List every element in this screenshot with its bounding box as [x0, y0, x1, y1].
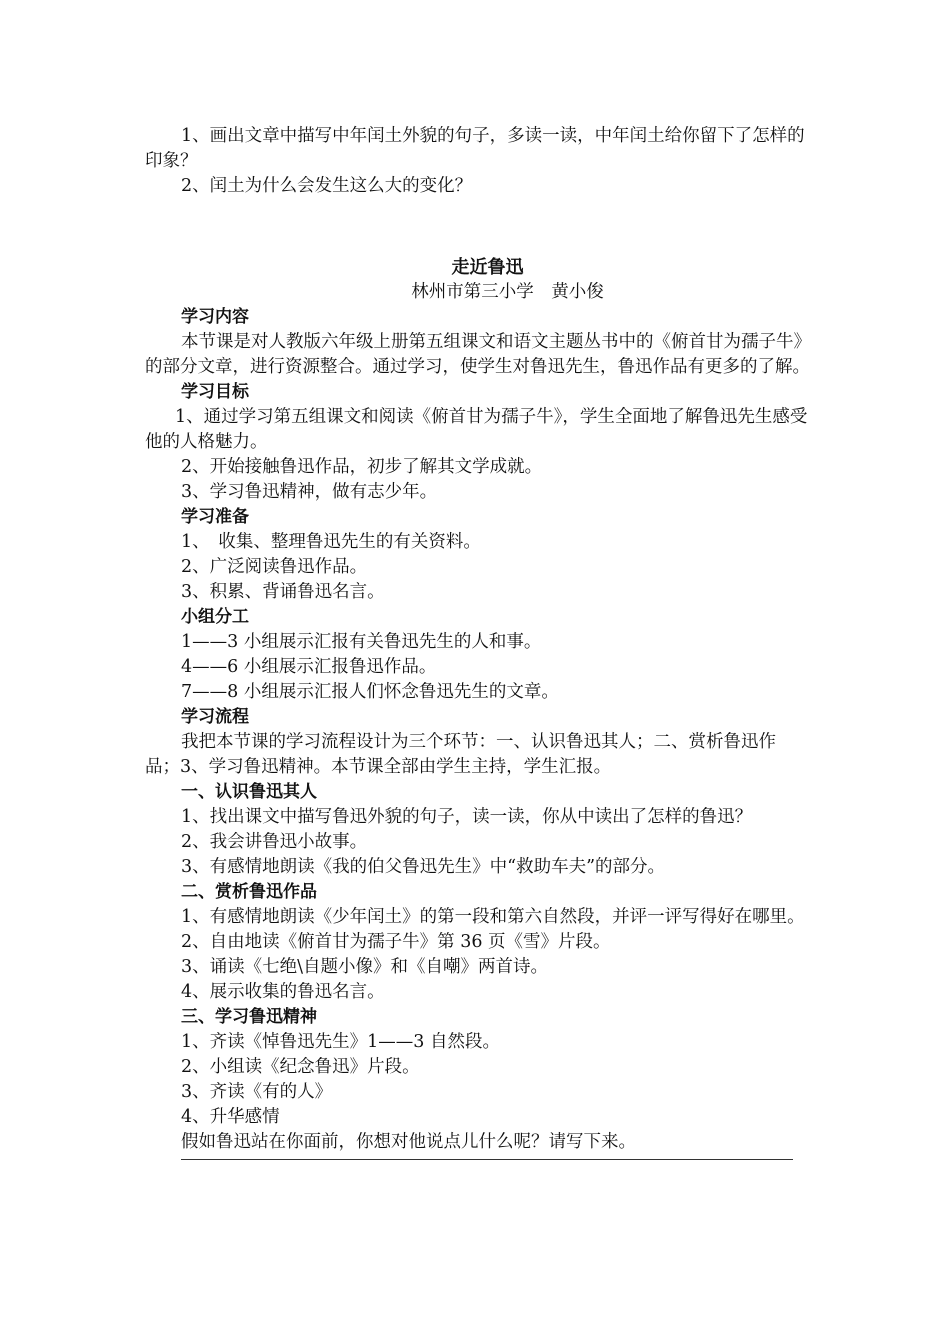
part3-heading: 三、学习鲁迅精神 — [181, 1007, 317, 1027]
part2-heading: 二、赏析鲁迅作品 — [181, 882, 317, 902]
lesson-author: 林州市第三小学 黄小俊 — [411, 282, 604, 302]
group-item: 1——3 小组展示汇报有关鲁迅先生的人和事。 — [181, 632, 542, 652]
part3-item: 3、齐读《有的人》 — [181, 1082, 333, 1102]
goal-item: 2、开始接触鲁迅作品，初步了解其文学成就。 — [181, 457, 543, 477]
goal-item: 3、学习鲁迅精神，做有志少年。 — [181, 482, 438, 502]
flow-heading: 学习流程 — [181, 707, 249, 727]
writing-prompt: 假如鲁迅站在你面前，你想对他说点儿什么呢？请写下来。 — [181, 1132, 636, 1152]
goal-item: 1、通过学习第五组课文和阅读《俯首甘为孺子牛》，学生全面地了解鲁迅先生感受他的人格魅力。 — [145, 407, 808, 452]
goals-heading: 学习目标 — [181, 382, 249, 402]
content-text: 本节课是对人教版六年级上册第五组课文和语文主题丛书中的《俯首甘为孺子牛》的部分文章，进行资源整合。通过学习，使学生对鲁迅先生，鲁迅作品有更多的了解。 — [145, 332, 810, 377]
part3-item: 4、升华感情 — [181, 1107, 280, 1127]
part1-item: 1、找出课文中描写鲁迅外貌的句子，读一读，你从中读出了怎样的鲁迅？ — [181, 807, 753, 827]
part3-item: 1、齐读《悼鲁迅先生》1——3 自然段。 — [181, 1032, 500, 1052]
part2-item: 1、有感情地朗读《少年闰土》的第一段和第六自然段，并评一评写得好在哪里。 — [181, 907, 805, 927]
intro-question-2: 2、闰土为什么会发生这么大的变化？ — [181, 176, 473, 196]
prep-item: 2、广泛阅读鲁迅作品。 — [181, 557, 368, 577]
prep-item: 1、 收集、整理鲁迅先生的有关资料。 — [181, 532, 481, 552]
flow-text: 我把本节课的学习流程设计为三个环节：一、认识鲁迅其人；二、赏析鲁迅作品；3、学习鲁迅精神。本节课全部由学生主持，学生汇报。 — [145, 732, 776, 777]
part2-item: 3、诵读《七绝\自题小像》和《自嘲》两首诗。 — [181, 957, 549, 977]
part2-item: 2、自由地读《俯首甘为孺子牛》第 36 页《雪》片段。 — [181, 932, 611, 952]
groups-heading: 小组分工 — [181, 607, 249, 627]
document-page — [145, 124, 810, 1160]
prep-heading: 学习准备 — [181, 507, 249, 527]
answer-line[interactable] — [181, 1159, 793, 1160]
part2-item: 4、展示收集的鲁迅名言。 — [181, 982, 385, 1002]
group-item: 7——8 小组展示汇报人们怀念鲁迅先生的文章。 — [181, 682, 559, 702]
content-heading: 学习内容 — [181, 307, 249, 327]
prep-item: 3、积累、背诵鲁迅名言。 — [181, 582, 385, 602]
intro-question-1: 1、画出文章中描写中年闰土外貌的句子，多读一读，中年闰土给你留下了怎样的印象？ — [145, 126, 805, 171]
part1-item: 2、我会讲鲁迅小故事。 — [181, 832, 368, 852]
lesson-title: 走近鲁迅 — [451, 257, 524, 278]
part3-item: 2、小组读《纪念鲁迅》片段。 — [181, 1057, 420, 1077]
part1-heading: 一、认识鲁迅其人 — [181, 782, 317, 802]
group-item: 4——6 小组展示汇报鲁迅作品。 — [181, 657, 437, 677]
part1-item: 3、有感情地朗读《我的伯父鲁迅先生》中“救助车夫”的部分。 — [181, 857, 666, 877]
